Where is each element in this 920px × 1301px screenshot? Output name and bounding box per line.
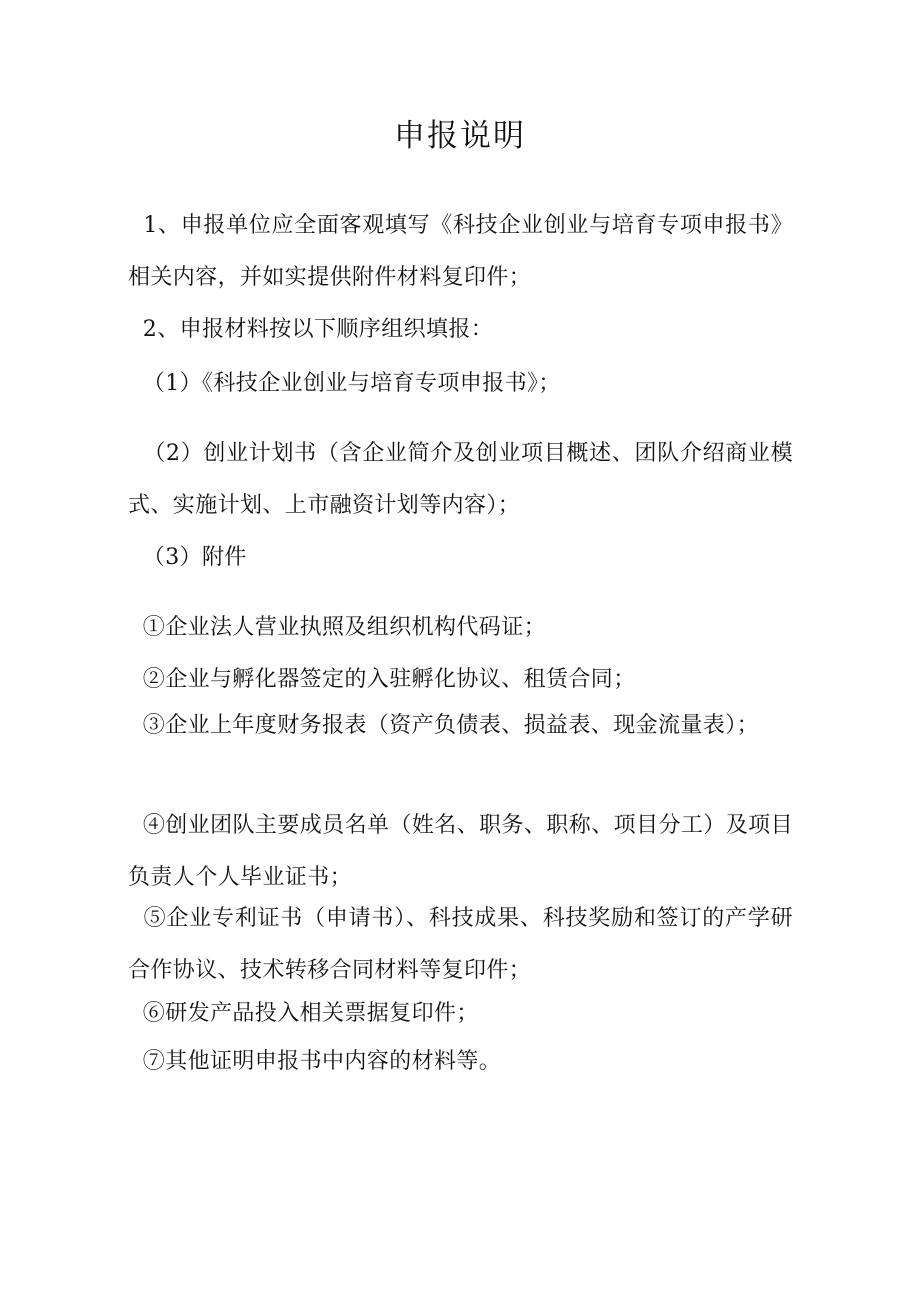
attachment-item-5: ⑤企业专利证书（申请书）、科技成果、科技奖励和签订的产学研合作协议、技术转移合同材料等复印件； xyxy=(128,906,793,983)
paragraph-item-3: （3）附件 xyxy=(128,545,247,570)
paragraph-item-2: （2）创业计划书（含企业简介及创业项目概述、团队介绍商业模式、实施计划、上市融资计划等内容）； xyxy=(128,441,793,518)
page-title: 申报说明 xyxy=(394,118,526,154)
paragraph-1: 1、申报单位应全面客观填写《科技企业创业与培育专项申报书》相关内容，并如实提供附件材料复印件； xyxy=(128,213,793,290)
attachment-item-4: ④创业团队主要成员名单（姓名、职务、职称、项目分工）及项目负责人个人毕业证书； xyxy=(128,813,793,890)
attachment-item-3: ③企业上年度财务报表（资产负债表、损益表、现金流量表）； xyxy=(128,713,759,738)
paragraph-2: 2、申报材料按以下顺序组织填报： xyxy=(128,317,494,342)
paragraph-item-1: （1）《科技企业创业与培育专项申报书》； xyxy=(128,371,561,396)
attachment-item-1: ①企业法人营业执照及组织机构代码证； xyxy=(128,615,546,640)
attachment-item-2: ②企业与孵化器签定的入驻孵化协议、租赁合同； xyxy=(128,667,636,692)
attachment-item-6: ⑥研发产品投入相关票据复印件； xyxy=(128,1001,479,1026)
attachment-item-7: ⑦其他证明申报书中内容的材料等。 xyxy=(128,1049,502,1074)
